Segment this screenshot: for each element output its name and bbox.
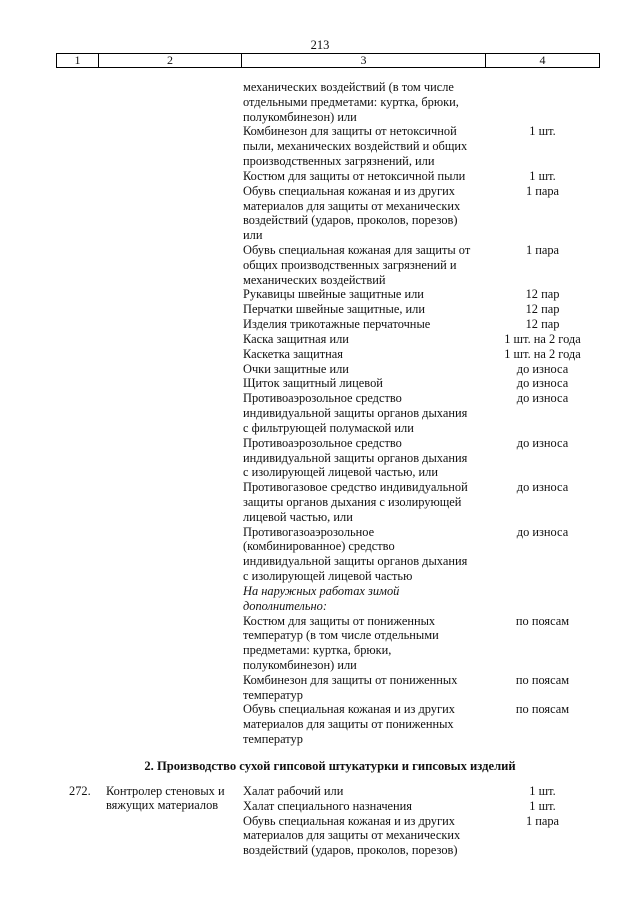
- item-quantity: до износа: [516, 480, 569, 495]
- item-text: температур: [243, 687, 303, 702]
- item-quantity: до износа: [516, 524, 569, 539]
- item-quantity: 12 пар: [525, 287, 560, 302]
- item-text: На наружных работах зимой: [243, 583, 400, 598]
- item-text: Комбинезон для защиты от нетоксичной: [243, 124, 457, 139]
- item-quantity: 12 пар: [525, 317, 560, 332]
- item-quantity: 1 шт.: [529, 124, 556, 139]
- item-text: воздействий (ударов, проколов, порезов): [243, 213, 458, 228]
- item-text: механических воздействий (в том числе: [243, 80, 454, 94]
- item-text: материалов для защиты от механических: [243, 198, 461, 213]
- item-text: материалов для защиты от механических: [243, 828, 461, 843]
- item-text: Костюм для защиты от пониженных: [243, 613, 436, 628]
- item-quantity: по поясам: [515, 613, 570, 628]
- column-header-4: 4: [486, 54, 600, 68]
- section-title: 2. Производство сухой гипсовой штукатурки и гипсовых изделий: [144, 759, 516, 773]
- item-quantity: 1 шт.: [529, 784, 556, 798]
- item-text: Противоаэрозольное средство: [243, 435, 402, 450]
- entry-number: 272.: [69, 784, 91, 798]
- item-text: Противоаэрозольное средство: [243, 391, 402, 406]
- item-text: Обувь специальная кожаная и из других: [243, 702, 455, 717]
- item-text: Очки защитные или: [243, 361, 349, 376]
- item-text: материалов для защиты от пониженных: [243, 717, 454, 732]
- item-text: температур (в том числе отдельными: [243, 628, 439, 643]
- item-text: Обувь специальная кожаная и из других: [243, 183, 455, 198]
- item-text: механических воздействий: [243, 272, 386, 287]
- profession-line: Контролер стеновых и: [106, 784, 225, 798]
- item-text: Обувь специальная кожаная и из других: [243, 813, 455, 828]
- item-text: с фильтрующей полумаской или: [243, 420, 414, 435]
- item-quantity: до износа: [516, 435, 569, 450]
- item-text: полукомбинезон) или: [243, 109, 357, 124]
- column-header-3: 3: [242, 54, 486, 68]
- item-text: Каскетка защитная: [243, 346, 343, 361]
- column-header-2: 2: [99, 54, 242, 68]
- column-header-1: 1: [57, 54, 99, 68]
- item-text: индивидуальной защиты органов дыхания: [243, 406, 468, 421]
- item-text: защиты органов дыхания с изолирующей: [243, 494, 462, 509]
- item-text: Противогазовое средство индивидуальной: [243, 480, 468, 495]
- item-quantity: 1 шт.: [529, 798, 556, 813]
- item-text: Рукавицы швейные защитные или: [243, 287, 424, 302]
- item-text: воздействий (ударов, проколов, порезов): [243, 843, 458, 858]
- item-quantity: 12 пар: [525, 302, 560, 317]
- item-text: Щиток защитный лицевой: [243, 376, 383, 391]
- item-text: Каска защитная или: [243, 331, 349, 346]
- item-text: или: [243, 228, 263, 243]
- column-header-row: [56, 53, 600, 68]
- item-quantity: 1 пара: [525, 183, 560, 198]
- item-text: Халат специального назначения: [243, 798, 413, 813]
- item-text: Комбинезон для защиты от пониженных: [243, 672, 458, 687]
- item-quantity: 1 шт.: [529, 168, 556, 183]
- profession-line: вяжущих материалов: [106, 798, 219, 812]
- item-text: пыли, механических воздействий и общих: [243, 139, 468, 154]
- item-quantity: до износа: [516, 376, 569, 391]
- item-quantity: до износа: [516, 361, 569, 376]
- item-quantity: до износа: [516, 391, 569, 406]
- item-text: общих производственных загрязнений и: [243, 257, 457, 272]
- item-text: Халат рабочий или: [243, 784, 344, 798]
- item-text: индивидуальной защиты органов дыхания: [243, 450, 468, 465]
- item-text: с изолирующей лицевой частью, или: [243, 465, 438, 480]
- item-text: Перчатки швейные защитные, или: [243, 302, 425, 317]
- item-text: Костюм для защиты от нетоксичной пыли: [243, 168, 466, 183]
- item-text: с изолирующей лицевой частью: [243, 569, 413, 584]
- item-quantity: по поясам: [515, 702, 570, 717]
- item-quantity: по поясам: [515, 672, 570, 687]
- item-quantity: 1 пара: [525, 813, 560, 828]
- item-text: производственных загрязнений, или: [243, 154, 435, 169]
- item-text: дополнительно:: [243, 598, 327, 613]
- item-text: (комбинированное) средство: [243, 539, 395, 554]
- item-text: отдельными предметами: куртка, брюки,: [243, 94, 459, 109]
- item-quantity: 1 шт. на 2 года: [504, 331, 581, 346]
- item-text: Изделия трикотажные перчаточные: [243, 317, 431, 332]
- item-text: Противогазоаэрозольное: [243, 524, 375, 539]
- item-text: лицевой частью, или: [243, 509, 353, 524]
- item-quantity: 1 шт. на 2 года: [504, 346, 581, 361]
- page-number: 213: [310, 38, 330, 52]
- item-text: индивидуальной защиты органов дыхания: [243, 554, 468, 569]
- item-text: полукомбинезон) или: [243, 657, 357, 672]
- item-text: Обувь специальная кожаная для защиты от: [243, 243, 471, 258]
- item-text: температур: [243, 732, 303, 747]
- item-text: предметами: куртка, брюки,: [243, 643, 392, 658]
- item-quantity: 1 пара: [525, 243, 560, 258]
